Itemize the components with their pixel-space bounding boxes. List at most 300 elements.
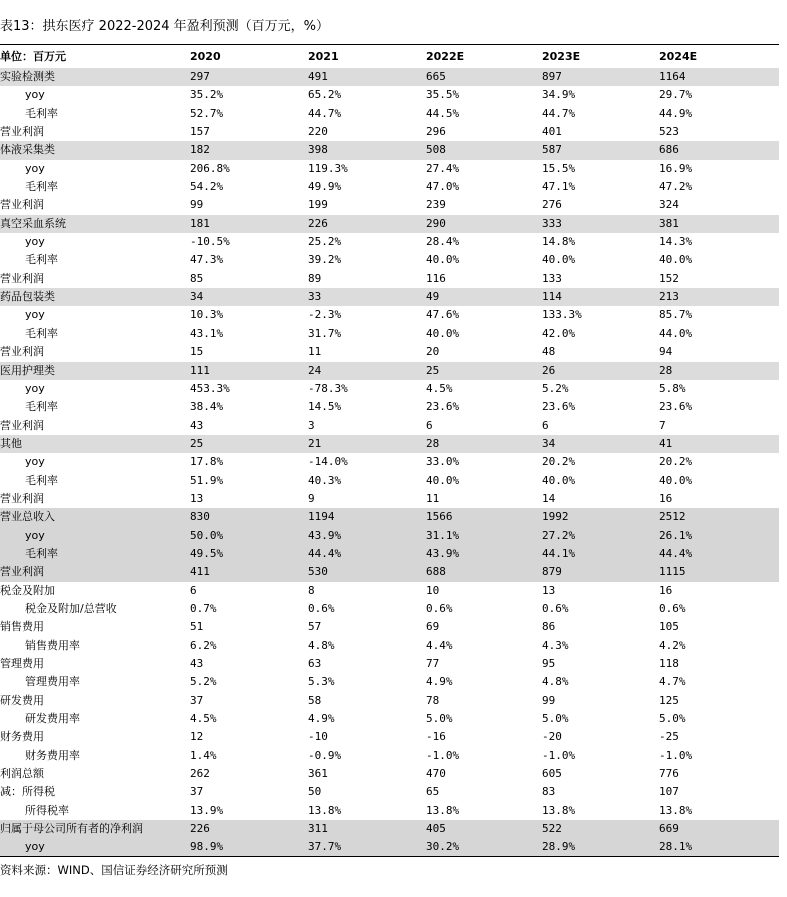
header-unit: 单位：百万元 <box>0 50 66 63</box>
source-note: 资料来源：WIND、国信证券经济研究所预测 <box>0 863 228 877</box>
table-row <box>0 783 779 801</box>
row-value: 152 <box>659 271 679 285</box>
forecast-table <box>0 46 779 857</box>
header-row <box>0 46 779 68</box>
table-row <box>0 472 779 490</box>
row-value: 23.6% <box>542 400 576 414</box>
row-value: 8 <box>308 583 315 597</box>
row-value: 5.8% <box>659 381 686 395</box>
table-title: 表13：拱东医疗 2022-2024 年盈利预测（百万元，%） <box>0 19 330 34</box>
row-value: 48 <box>542 345 556 359</box>
row-value: 182 <box>190 141 308 159</box>
row-value: 398 <box>308 141 426 159</box>
row-label: 销售费用 <box>0 620 44 634</box>
row-value: -10.5% <box>190 235 230 249</box>
row-value: 65 <box>426 785 440 799</box>
row-value: -10 <box>308 730 328 744</box>
row-value: 58 <box>308 693 322 707</box>
table-row <box>0 123 779 141</box>
row-value: 0.6% <box>659 601 686 615</box>
row-value: 206.8% <box>190 161 230 175</box>
row-value: 4.9% <box>426 675 453 689</box>
row-value: 9 <box>308 491 315 505</box>
row-value: 47.2% <box>659 180 693 194</box>
row-value: 13.8% <box>659 803 693 817</box>
row-value: 1115 <box>659 563 779 581</box>
row-value: 33 <box>308 288 426 306</box>
row-label: yoy <box>25 381 45 395</box>
row-value: 0.6% <box>542 601 569 615</box>
row-value: 13.9% <box>190 803 224 817</box>
row-value: 50 <box>308 785 322 799</box>
row-value: 86 <box>542 620 556 634</box>
row-value: 688 <box>426 563 542 581</box>
row-value: 47.6% <box>426 308 460 322</box>
row-value: 44.0% <box>659 326 693 340</box>
table-row <box>0 600 779 618</box>
row-value: 28 <box>659 362 779 380</box>
row-value: 10 <box>426 583 440 597</box>
row-value: -16 <box>426 730 446 744</box>
row-value: 5.0% <box>426 712 453 726</box>
row-label: 毛利率 <box>25 106 58 120</box>
row-value: 51 <box>190 620 204 634</box>
row-value: 14 <box>542 491 556 505</box>
row-value: 39.2% <box>308 253 342 267</box>
bottom-rule <box>0 856 779 857</box>
row-value: -78.3% <box>308 381 348 395</box>
row-value: 4.5% <box>190 712 217 726</box>
row-value: 1194 <box>308 508 426 526</box>
row-value: 38.4% <box>190 400 224 414</box>
row-label: 税金及附加/总营收 <box>25 601 117 615</box>
row-value: -2.3% <box>308 308 342 322</box>
row-value: 54.2% <box>190 180 224 194</box>
row-value: 94 <box>659 345 673 359</box>
table-row <box>0 325 779 343</box>
row-value: 37 <box>190 693 204 707</box>
row-label: 所得税率 <box>25 803 69 817</box>
row-value: 37 <box>190 785 204 799</box>
row-value: 30.2% <box>426 838 542 856</box>
row-value: 4.7% <box>659 675 686 689</box>
row-value: 686 <box>659 141 779 159</box>
row-value: 11 <box>426 491 440 505</box>
row-label: 财务费用 <box>0 730 44 744</box>
row-value: 296 <box>426 125 446 139</box>
row-value: 47.0% <box>426 180 460 194</box>
row-value: 116 <box>426 271 446 285</box>
row-value: 29.7% <box>659 88 693 102</box>
row-value: 830 <box>190 508 308 526</box>
row-value: 14.8% <box>542 235 576 249</box>
row-label: 体液采集类 <box>0 141 190 159</box>
row-value: 40.0% <box>659 473 693 487</box>
row-value: 40.3% <box>308 473 342 487</box>
row-value: 27.2% <box>542 527 659 545</box>
row-label: 财务费用率 <box>25 748 80 762</box>
table-row <box>0 343 779 361</box>
row-value: 31.1% <box>426 527 542 545</box>
row-label: 营业总收入 <box>0 508 190 526</box>
row-value: 6 <box>426 418 433 432</box>
table-row <box>0 728 779 746</box>
row-label: yoy <box>25 235 45 249</box>
row-value: 47.1% <box>542 180 576 194</box>
row-value: 57 <box>308 620 322 634</box>
row-value: 37.7% <box>308 838 426 856</box>
row-value: 4.2% <box>659 638 686 652</box>
table-row <box>0 453 779 471</box>
row-value: 43 <box>190 418 204 432</box>
row-label: 毛利率 <box>25 180 58 194</box>
row-value: 405 <box>426 820 542 838</box>
row-value: 491 <box>308 68 426 86</box>
row-value: 411 <box>190 563 308 581</box>
row-label: 管理费用率 <box>25 675 80 689</box>
row-value: 31.7% <box>308 326 342 340</box>
table-row <box>0 618 779 636</box>
row-value: 605 <box>542 767 562 781</box>
table-row <box>0 673 779 691</box>
row-value: 43.9% <box>426 545 542 563</box>
row-value: 1.4% <box>190 748 217 762</box>
row-value: 13 <box>190 491 204 505</box>
table-row <box>0 838 779 856</box>
row-value: 85.7% <box>659 308 693 322</box>
row-value: 897 <box>542 68 659 86</box>
row-value: 133.3% <box>542 308 582 322</box>
row-value: 95 <box>542 657 556 670</box>
row-value: 21 <box>308 435 426 453</box>
row-value: 26.1% <box>659 527 779 545</box>
table-row <box>0 178 779 196</box>
table-row <box>0 362 779 380</box>
row-value: 4.4% <box>426 638 453 652</box>
row-label: 营业利润 <box>0 491 44 505</box>
row-value: 43 <box>190 657 204 670</box>
row-value: 125 <box>659 693 679 707</box>
row-value: 12 <box>190 730 204 744</box>
row-value: 35.2% <box>190 88 224 102</box>
row-value: 4.8% <box>308 638 335 652</box>
row-value: 11 <box>308 345 322 359</box>
row-value: 4.9% <box>308 712 335 726</box>
row-value: 26 <box>542 362 659 380</box>
row-value: 89 <box>308 271 322 285</box>
row-value: 69 <box>426 620 440 634</box>
row-value: 213 <box>659 288 779 306</box>
row-value: 522 <box>542 820 659 838</box>
row-value: 181 <box>190 215 308 233</box>
row-value: 16 <box>659 491 673 505</box>
row-label: 毛利率 <box>25 326 58 340</box>
row-value: 28.1% <box>659 838 779 856</box>
row-value: 40.0% <box>426 326 460 340</box>
table-row <box>0 86 779 104</box>
row-label: 利润总额 <box>0 767 44 781</box>
row-value: 23.6% <box>426 400 460 414</box>
row-value: 114 <box>542 288 659 306</box>
row-value: 333 <box>542 215 659 233</box>
row-label: 归属于母公司所有者的净利润 <box>0 820 190 838</box>
row-value: 77 <box>426 657 440 670</box>
row-value: 105 <box>659 620 679 634</box>
row-value: 1566 <box>426 508 542 526</box>
row-value: 0.7% <box>190 601 217 615</box>
row-value: 41 <box>659 435 779 453</box>
row-value: 99 <box>542 693 556 707</box>
header-year-2021: 2021 <box>308 50 339 63</box>
row-label: yoy <box>0 527 190 545</box>
row-value: 25.2% <box>308 235 342 249</box>
row-value: 401 <box>542 125 562 139</box>
table-row <box>0 582 779 600</box>
row-value: 5.0% <box>659 712 686 726</box>
row-value: 44.7% <box>308 106 342 120</box>
row-value: 20.2% <box>659 455 693 469</box>
row-label: 毛利率 <box>25 473 58 487</box>
row-label: 毛利率 <box>25 253 58 267</box>
row-value: 1992 <box>542 508 659 526</box>
row-label: 营业利润 <box>0 563 190 581</box>
row-label: 管理费用 <box>0 657 44 670</box>
row-value: 276 <box>542 198 562 212</box>
table-row <box>0 692 779 710</box>
row-value: 157 <box>190 125 210 139</box>
table-row <box>0 490 779 508</box>
row-value: 470 <box>426 767 446 781</box>
table-row <box>0 270 779 288</box>
row-value: 20 <box>426 345 440 359</box>
row-value: 5.0% <box>542 712 569 726</box>
row-value: 311 <box>308 820 426 838</box>
row-value: 40.0% <box>426 473 460 487</box>
table-row <box>0 251 779 269</box>
row-value: 13 <box>542 583 556 597</box>
row-value: 220 <box>308 125 328 139</box>
row-value: 44.9% <box>659 106 693 120</box>
row-value: 78 <box>426 693 440 707</box>
header-year-2020: 2020 <box>190 50 221 63</box>
row-value: 4.8% <box>542 675 569 689</box>
row-value: 35.5% <box>426 88 460 102</box>
row-value: 43.1% <box>190 326 224 340</box>
row-value: 44.1% <box>542 545 659 563</box>
row-value: 40.0% <box>659 253 693 267</box>
row-value: 27.4% <box>426 161 460 175</box>
row-label: 真空采血系统 <box>0 215 190 233</box>
row-value: 4.3% <box>542 638 569 652</box>
table-row <box>0 306 779 324</box>
row-label: yoy <box>25 308 45 322</box>
row-value: 4.5% <box>426 381 453 395</box>
row-value: 111 <box>190 362 308 380</box>
row-label: 营业利润 <box>0 198 44 212</box>
header-year-2024e: 2024E <box>659 50 698 63</box>
row-value: 453.3% <box>190 381 230 395</box>
row-value: 16.9% <box>659 161 693 175</box>
row-label: 营业利润 <box>0 418 44 432</box>
table-row <box>0 655 779 673</box>
row-value: -25 <box>659 730 679 744</box>
row-value: 10.3% <box>190 308 224 322</box>
row-value: -14.0% <box>308 455 348 469</box>
row-value: 6 <box>190 583 197 597</box>
row-value: 28 <box>426 435 542 453</box>
table-row <box>0 637 779 655</box>
row-value: 226 <box>190 820 308 838</box>
row-value: 0.6% <box>426 601 453 615</box>
row-value: 63 <box>308 657 322 670</box>
row-value: 15.5% <box>542 161 576 175</box>
row-value: 13.8% <box>542 803 576 817</box>
row-value: -20 <box>542 730 562 744</box>
row-value: 23.6% <box>659 400 693 414</box>
row-label: 实验检测类 <box>0 68 190 86</box>
row-value: 879 <box>542 563 659 581</box>
table-row <box>0 435 779 453</box>
row-value: 15 <box>190 345 204 359</box>
row-label: yoy <box>0 838 190 856</box>
row-value: 40.0% <box>542 473 576 487</box>
row-label: 减：所得税 <box>0 785 55 799</box>
row-value: 199 <box>308 198 328 212</box>
row-label: yoy <box>25 88 45 102</box>
row-value: 28.4% <box>426 235 460 249</box>
row-value: 669 <box>659 820 779 838</box>
row-value: 24 <box>308 362 426 380</box>
row-value: 5.2% <box>542 381 569 395</box>
row-value: 2512 <box>659 508 779 526</box>
row-value: 49.5% <box>190 545 308 563</box>
row-value: 85 <box>190 271 204 285</box>
row-label: 毛利率 <box>25 400 58 414</box>
table-row <box>0 105 779 123</box>
row-value: 13.8% <box>308 803 342 817</box>
row-value: 17.8% <box>190 455 224 469</box>
row-value: 0.6% <box>308 601 335 615</box>
row-value: 42.0% <box>542 326 576 340</box>
row-value: 776 <box>659 767 679 781</box>
row-value: 34 <box>190 288 308 306</box>
row-value: 290 <box>426 215 542 233</box>
row-value: -0.9% <box>308 748 342 762</box>
row-label: yoy <box>25 455 45 469</box>
row-label: 营业利润 <box>0 345 44 359</box>
row-value: 40.0% <box>542 253 576 267</box>
table-row <box>0 398 779 416</box>
table-row <box>0 417 779 435</box>
row-value: -1.0% <box>659 748 693 762</box>
row-value: 20.2% <box>542 455 576 469</box>
table-row <box>0 380 779 398</box>
row-value: 381 <box>659 215 779 233</box>
table-row <box>0 563 779 581</box>
table-row <box>0 68 779 86</box>
row-value: 324 <box>659 198 679 212</box>
row-value: 530 <box>308 563 426 581</box>
row-value: 239 <box>426 198 446 212</box>
row-value: 6 <box>542 418 549 432</box>
table-row <box>0 508 779 526</box>
row-value: 5.2% <box>190 675 217 689</box>
row-label: 研发费用率 <box>25 712 80 726</box>
row-value: 14.3% <box>659 235 693 249</box>
table-row <box>0 196 779 214</box>
row-value: 50.0% <box>190 527 308 545</box>
table-row <box>0 710 779 728</box>
table-body <box>0 68 779 857</box>
row-value: 118 <box>659 657 679 670</box>
row-value: 508 <box>426 141 542 159</box>
row-value: 1164 <box>659 68 779 86</box>
row-value: 665 <box>426 68 542 86</box>
row-value: 43.9% <box>308 527 426 545</box>
row-value: 16 <box>659 583 673 597</box>
row-value: 34 <box>542 435 659 453</box>
row-value: 83 <box>542 785 556 799</box>
table-row <box>0 820 779 838</box>
row-value: 6.2% <box>190 638 217 652</box>
table-row <box>0 527 779 545</box>
row-label: 销售费用率 <box>25 638 80 652</box>
row-value: 52.7% <box>190 106 224 120</box>
header-year-2023e: 2023E <box>542 50 581 63</box>
row-value: -1.0% <box>542 748 576 762</box>
row-label: 医用护理类 <box>0 362 190 380</box>
row-value: 133 <box>542 271 562 285</box>
row-value: 297 <box>190 68 308 86</box>
row-value: 226 <box>308 215 426 233</box>
row-label: 营业利润 <box>0 125 44 139</box>
row-value: 49.9% <box>308 180 342 194</box>
row-value: 25 <box>426 362 542 380</box>
row-label: 研发费用 <box>0 693 44 707</box>
row-value: 44.7% <box>542 106 576 120</box>
row-value: 47.3% <box>190 253 224 267</box>
row-value: 98.9% <box>190 838 308 856</box>
row-value: 5.3% <box>308 675 335 689</box>
row-value: 44.4% <box>308 545 426 563</box>
table-row <box>0 215 779 233</box>
top-rule <box>0 44 779 45</box>
row-value: 119.3% <box>308 161 348 175</box>
row-value: 3 <box>308 418 315 432</box>
row-label: 毛利率 <box>0 545 190 563</box>
table-row <box>0 765 779 783</box>
row-label: 营业利润 <box>0 271 44 285</box>
row-value: 107 <box>659 785 679 799</box>
row-value: 361 <box>308 767 328 781</box>
row-value: 13.8% <box>426 803 460 817</box>
row-label: 其他 <box>0 435 190 453</box>
row-value: 49 <box>426 288 542 306</box>
row-value: 44.5% <box>426 106 460 120</box>
row-value: -1.0% <box>426 748 460 762</box>
row-label: yoy <box>25 161 45 175</box>
row-value: 51.9% <box>190 473 224 487</box>
row-value: 34.9% <box>542 88 576 102</box>
row-value: 587 <box>542 141 659 159</box>
row-value: 14.5% <box>308 400 342 414</box>
table-row <box>0 802 779 820</box>
row-label: 药品包装类 <box>0 288 190 306</box>
row-value: 44.4% <box>659 545 779 563</box>
header-year-2022e: 2022E <box>426 50 465 63</box>
row-value: 25 <box>190 435 308 453</box>
table-row <box>0 160 779 178</box>
